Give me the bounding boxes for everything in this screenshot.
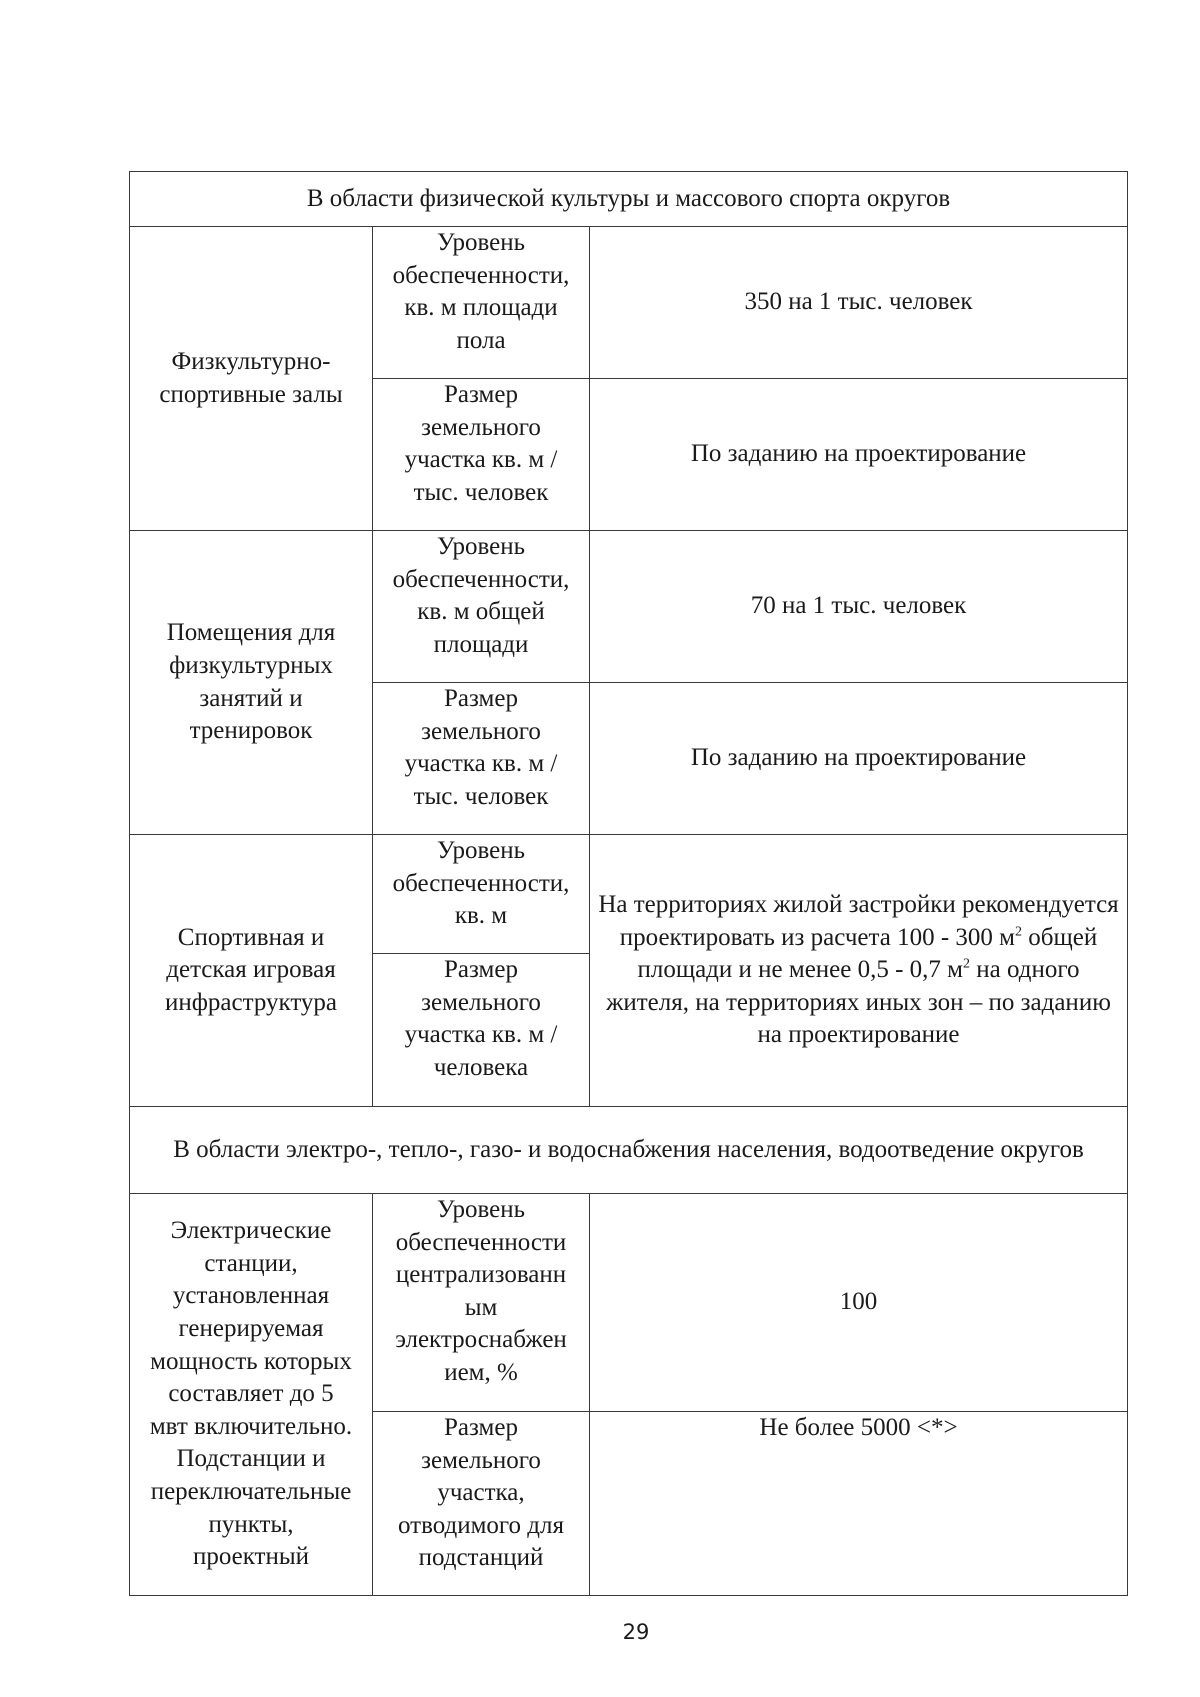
- section-row-sport: [130, 172, 1128, 227]
- indicator-land-plot: Размер земельного участка кв. м / тыс. человек: [373, 379, 590, 531]
- object-name-infrastructure: Спортивная и детская игровая инфраструктура: [130, 835, 373, 1107]
- section-row-utilities: [130, 1107, 1128, 1194]
- norms-table: [129, 171, 1128, 1596]
- value-cell: 100: [590, 1194, 1128, 1412]
- indicator-land-plot: Размер земельного участка кв. м / человека: [373, 954, 590, 1107]
- value-cell: 350 на 1 тыс. человек: [590, 227, 1128, 379]
- value-text: на одного жителя, на территориях иных зон – по заданию на проектирование: [606, 956, 1111, 1049]
- indicator-provision: Уровень обеспеченности, кв. м: [373, 835, 590, 954]
- value-cell: По заданию на проектирование: [590, 379, 1128, 531]
- value-text: общей площади и не менее 0,5 - 0,7 м: [637, 923, 1098, 984]
- value-cell: 70 на 1 тыс. человек: [590, 531, 1128, 683]
- object-name-power-stations: Электрические станции, установленная генерируемая мощность которых составляет до 5 мвт включительно. Подстанции и переключательные пункты, проектный: [130, 1194, 373, 1596]
- value-text: На территориях жилой застройки рекомендуется проектировать из расчета 100 - 300 м: [598, 891, 1119, 951]
- superscript: 2: [963, 956, 971, 972]
- table-row: [130, 227, 1128, 379]
- value-cell-infrastructure: [590, 835, 1128, 1107]
- section-header-utilities: В области электро-, тепло-, газо- и водоснабжения населения, водоотведение округов: [130, 1107, 1128, 1194]
- indicator-land-plot: Размер земельного участка кв. м / тыс. человек: [373, 683, 590, 835]
- indicator-provision: Уровень обеспеченности централизованн ым электроснабжен ием, %: [373, 1194, 590, 1412]
- object-name-gyms: Физкультурно- спортивные залы: [130, 227, 373, 531]
- table-row: [130, 1194, 1128, 1412]
- superscript: 2: [1015, 924, 1023, 940]
- table-row: [130, 531, 1128, 683]
- page-number: 29: [622, 1620, 650, 1644]
- value-cell: Не более 5000 <*>: [590, 1412, 1128, 1596]
- indicator-provision: Уровень обеспеченности, кв. м площади пола: [373, 227, 590, 379]
- object-name-rooms: Помещения для физкультурных занятий и тренировок: [130, 531, 373, 835]
- table-row: [130, 835, 1128, 954]
- indicator-land-plot: Размер земельного участка, отводимого для подстанций: [373, 1412, 590, 1596]
- section-header-sport: В области физической культуры и массового спорта округов: [130, 172, 1128, 227]
- value-cell: По заданию на проектирование: [590, 683, 1128, 835]
- indicator-provision: Уровень обеспеченности, кв. м общей площади: [373, 531, 590, 683]
